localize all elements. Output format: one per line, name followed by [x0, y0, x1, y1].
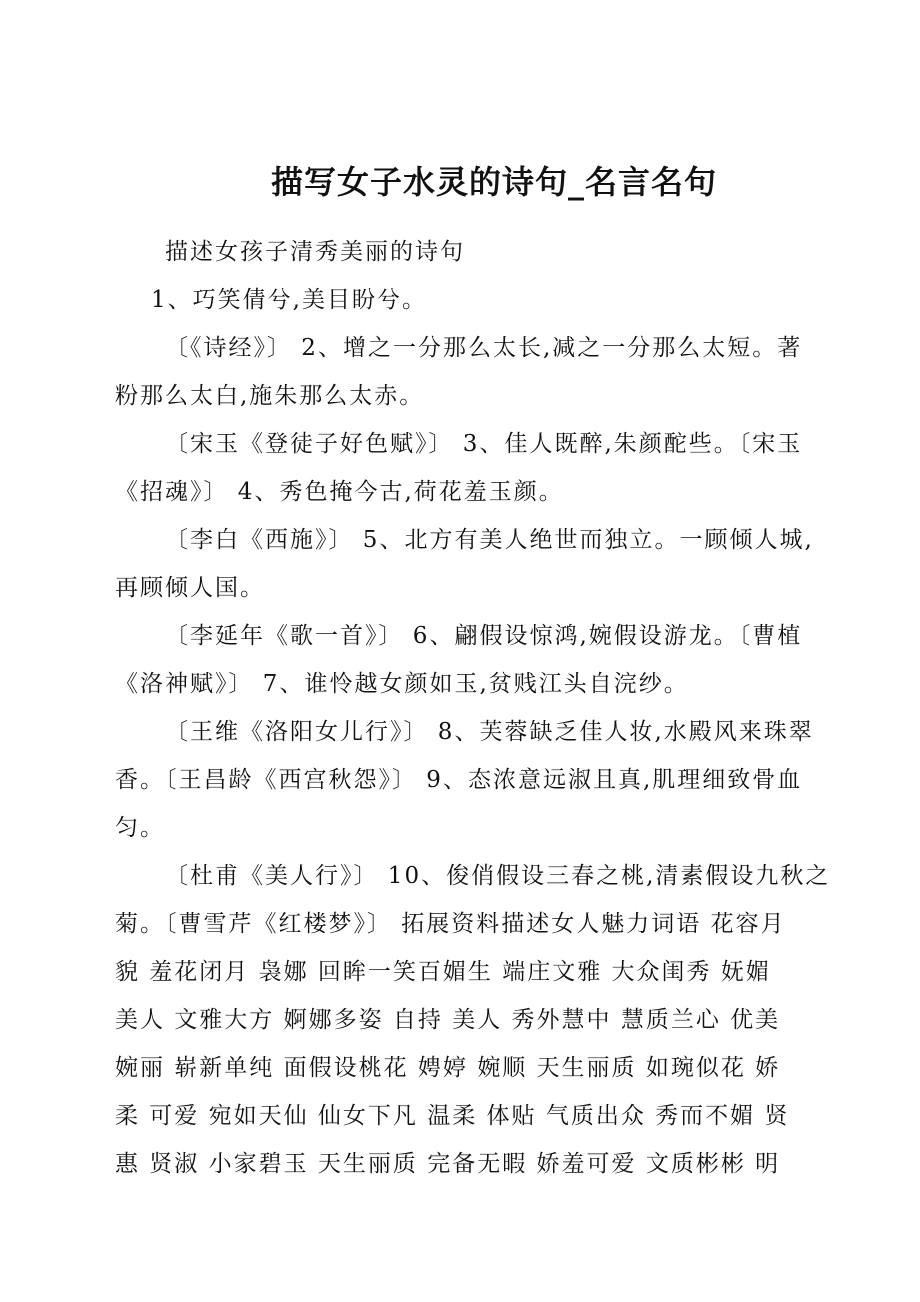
paragraph-line: 〔王维《洛阳女儿行》〕 8、芙蓉缺乏佳人妆,水殿风来珠翠 [165, 719, 814, 745]
paragraph-line: 婉丽 崭新单纯 面假设桃花 娉婷 婉顺 天生丽质 如琬似花 娇 [115, 1055, 781, 1081]
document-body [115, 228, 831, 1188]
paragraph-line: 《洛神赋》〕 7、谁怜越女颜如玉,贫贱江头自浣纱。 [115, 671, 689, 697]
paragraph-line: 1、巧笑倩兮,美目盼兮。 [151, 287, 427, 313]
paragraph-line: 美人 文雅大方 婀娜多姿 自持 美人 秀外慧中 慧质兰心 优美 [115, 1007, 781, 1033]
paragraph-line: 粉那么太白,施朱那么太赤。 [115, 383, 425, 409]
paragraph-line: 再顾倾人国。 [115, 575, 265, 601]
paragraph-line: 貌 羞花闭月 袅娜 回眸一笑百媚生 端庄文雅 大众闺秀 妩媚 [115, 959, 771, 985]
paragraph-line: 香。〔王昌龄《西宫秋怨》〕 9、态浓意远淑且真,肌理细致骨血 [115, 767, 803, 793]
paragraph-line: 〔宋玉《登徒子好色赋》〕 3、佳人既醉,朱颜酡些。〔宋玉 [165, 431, 803, 457]
paragraph-line: 惠 贤淑 小家碧玉 天生丽质 完备无暇 娇羞可爱 文质彬彬 明 [115, 1151, 781, 1177]
paragraph-line: 描述女孩子清秀美丽的诗句 [165, 239, 465, 265]
paragraph-line: 〔李白《西施》〕 5、北方有美人绝世而独立。一顾倾人城, [165, 527, 814, 553]
paragraph-line: 柔 可爱 宛如天仙 仙女下凡 温柔 体贴 气质出众 秀而不媚 贤 [115, 1103, 790, 1129]
paragraph-line: 菊。〔曹雪芹《红楼梦》〕 拓展资料描述女人魅力词语 花容月 [115, 911, 786, 937]
paragraph-line: 匀。 [115, 815, 165, 841]
paragraph-line: 〔《诗经》〕 2、增之一分那么太长,减之一分那么太短。著 [165, 335, 803, 361]
paragraph-line: 〔李延年《歌一首》〕 6、翩假设惊鸿,婉假设游龙。〔曹植 [165, 623, 803, 649]
document-title: 描写女子水灵的诗句_名言名句 [270, 163, 717, 201]
paragraph-line: 〔杜甫《美人行》〕 10、俊俏假设三春之桃,清素假设九秋之 [165, 863, 831, 889]
paragraph-line: 《招魂》〕 4、秀色掩今古,荷花羞玉颜。 [115, 479, 564, 505]
